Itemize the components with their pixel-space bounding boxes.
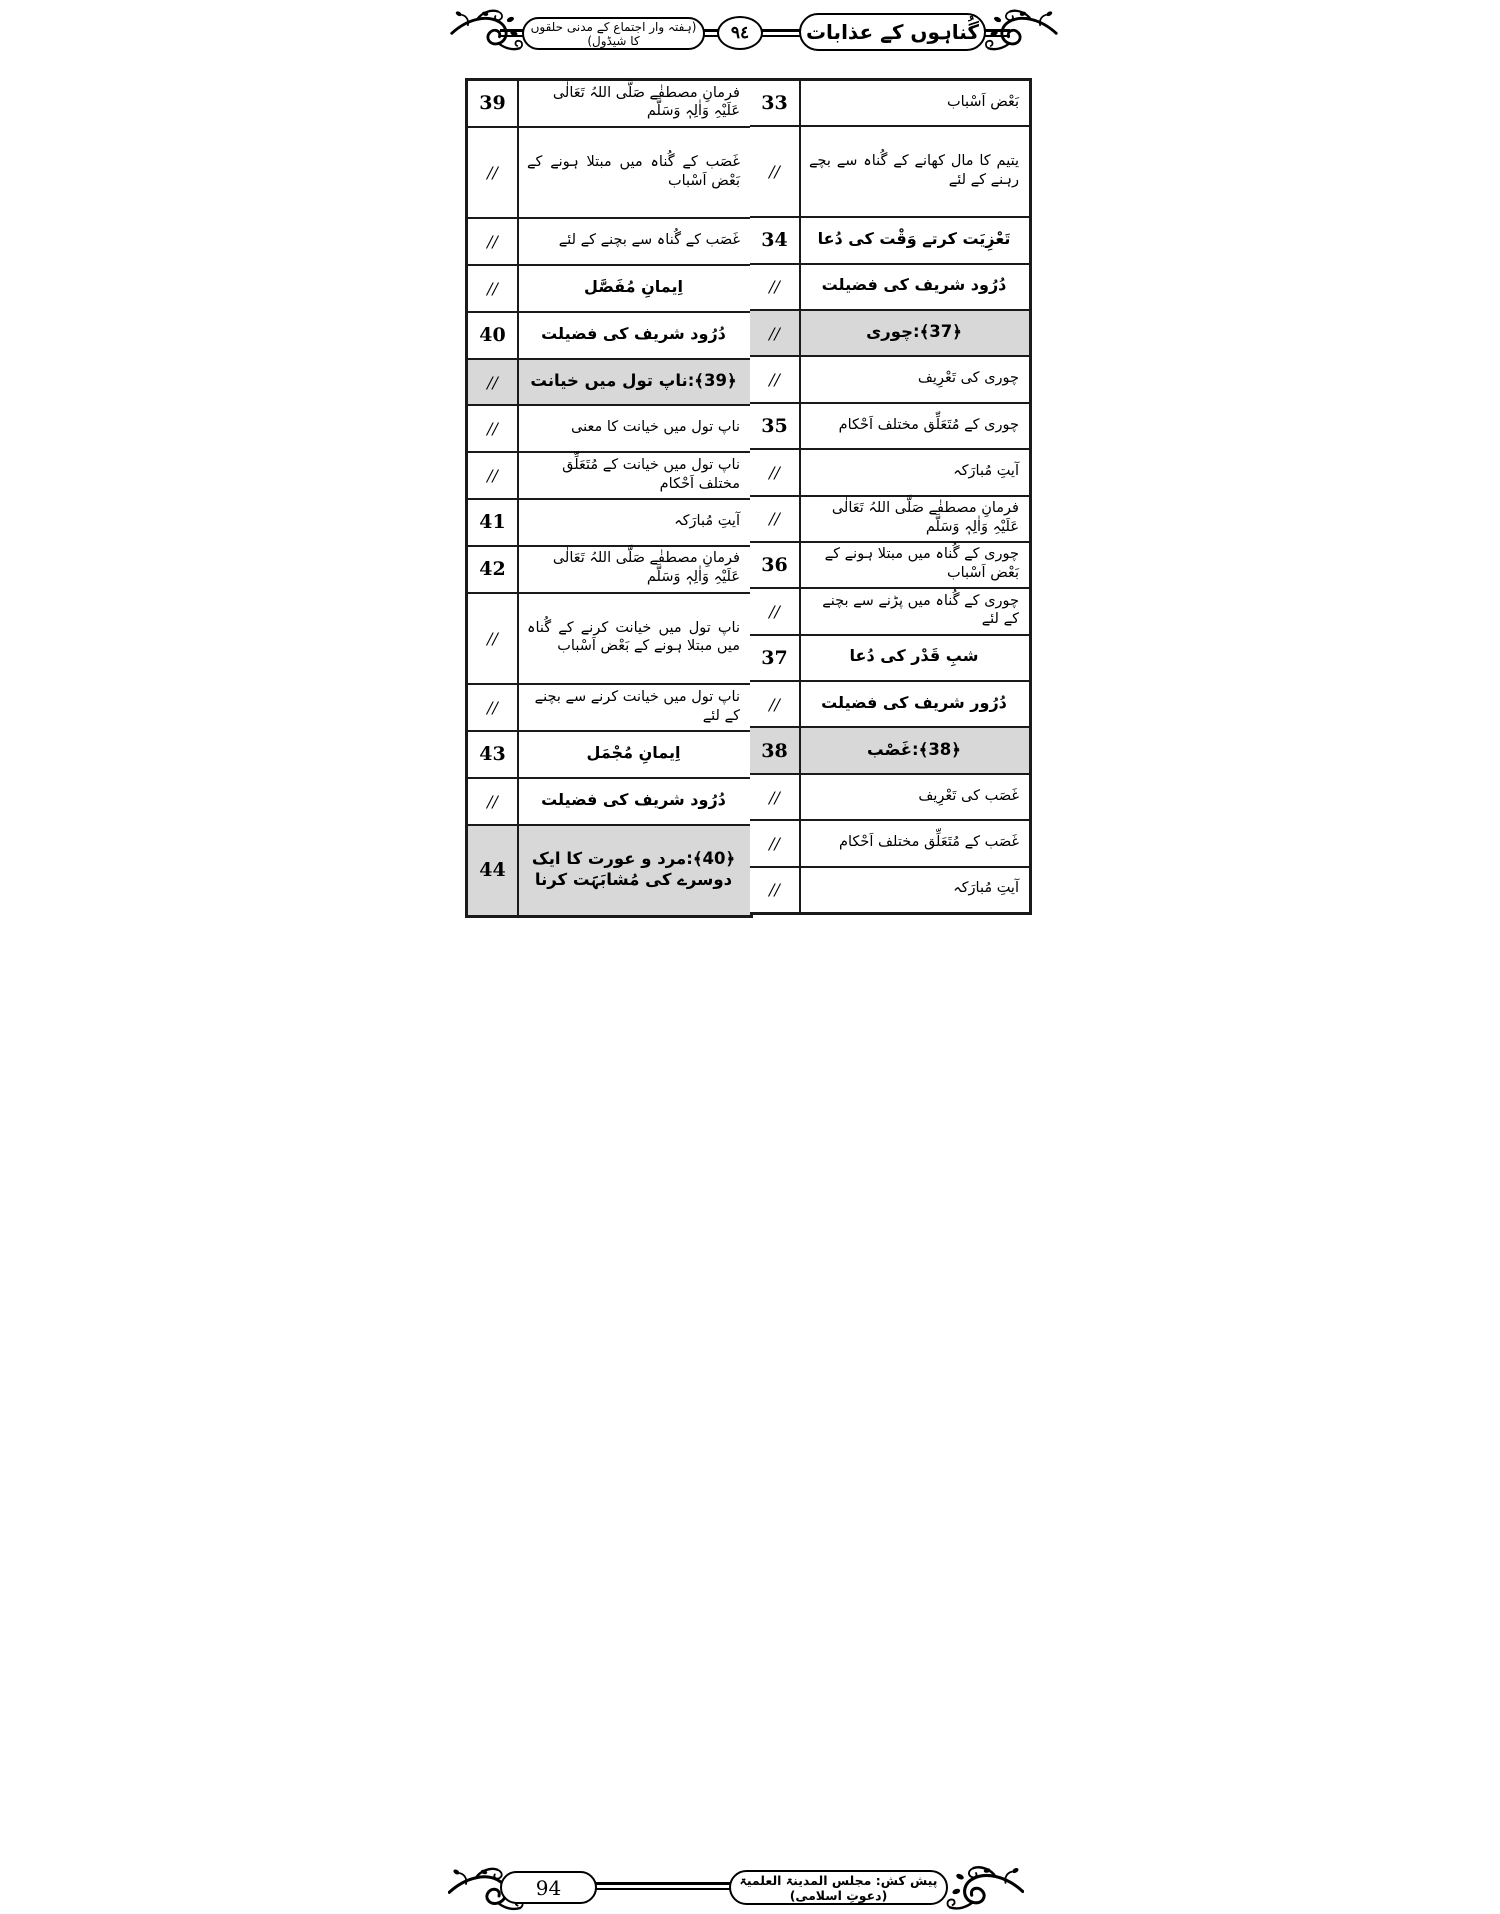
topic-cell: [519, 406, 750, 451]
topic-text: ﴿38﴾:غَصْب: [867, 739, 961, 759]
topic-text: تَعْزِیَت کرتے وَقْت کی دُعا: [817, 228, 1011, 248]
topic-text: یتیم کا مال کھانے کے گُناہ سے بچے رہنے کے لئے: [809, 152, 1019, 188]
toc-row: [750, 218, 1029, 264]
toc-row: [750, 357, 1029, 403]
topic-cell: [519, 826, 750, 916]
book-title-text: گُناہوں کے عذابات: [805, 20, 980, 44]
floral-flourish-icon: [982, 8, 1058, 54]
toc-row: [468, 547, 750, 594]
toc-row: [750, 589, 1029, 635]
topic-text: چوری کے مُتَعَلِّق مختلف اَحْکام: [838, 416, 1019, 433]
toc-row: [750, 497, 1029, 543]
topic-text: دُرُود شریف کی فضیلت: [541, 323, 726, 343]
floral-flourish-icon: [944, 1864, 1024, 1914]
footer-publisher-text: پیش کش: مجلس المدینۃ العلمیۃ (دعوتِ اسلامی): [739, 1872, 938, 1903]
topic-cell: [801, 450, 1029, 494]
schedule-note-text: (ہفتہ وار اجتماع کے مدنی حلقوں کا شیڈول): [530, 19, 697, 48]
page-number-cell: //: [468, 219, 519, 264]
page-number-cell: 43: [468, 732, 519, 777]
topic-cell: [519, 81, 750, 126]
book-title: [799, 13, 986, 51]
topic-text: چوری کے گُناہ میں پڑنے سے بچنے کے لئے: [822, 592, 1019, 628]
page-number-cell: 40: [468, 313, 519, 358]
page-number-cell: 41: [468, 500, 519, 545]
page-header: [0, 0, 1500, 62]
topic-cell: [519, 128, 750, 218]
topic-cell: [801, 404, 1029, 448]
topic-text: آیتِ مُبارَکہ: [953, 880, 1019, 897]
toc-row: [750, 636, 1029, 682]
toc-row: [468, 406, 750, 453]
toc-row: [750, 543, 1029, 589]
page-number-cell: 38: [750, 728, 801, 772]
topic-cell: [801, 682, 1029, 726]
toc-row: [750, 682, 1029, 728]
topic-cell: [801, 868, 1029, 912]
topic-text: فرمانِ مصطفٰے صَلَّی اللہُ تَعَالٰی عَلَیْہِ وَاٰلِہٖ وَسَلَّم: [831, 499, 1019, 535]
toc-row: [750, 728, 1029, 774]
topic-cell: [519, 594, 750, 684]
page-number-cell: //: [750, 775, 801, 819]
toc-row: [750, 311, 1029, 357]
page-number-cell: //: [750, 821, 801, 865]
page-number-cell: 35: [750, 404, 801, 448]
topic-cell: [519, 779, 750, 824]
page-number-cell: //: [468, 594, 519, 684]
page-number-cell: //: [750, 450, 801, 494]
topic-cell: [519, 500, 750, 545]
toc-row: [468, 453, 750, 500]
toc-row: [750, 868, 1029, 912]
topic-cell: [801, 543, 1029, 587]
page-number-cell: //: [468, 685, 519, 730]
header-page-number-text: ٩٤: [730, 23, 750, 43]
topic-cell: [519, 732, 750, 777]
toc-row: [468, 313, 750, 360]
topic-text: ناپ تول میں خیانت کرنے سے بچنے کے لئے: [534, 688, 740, 724]
toc-row: [468, 219, 750, 266]
topic-cell: [519, 360, 750, 405]
page-number-cell: //: [750, 497, 801, 541]
topic-cell: [801, 497, 1029, 541]
topic-cell: [519, 547, 750, 592]
topic-cell: [801, 127, 1029, 216]
toc-row: [468, 685, 750, 732]
toc-row: [750, 81, 1029, 127]
toc-row: [468, 266, 750, 313]
header-page-number: [717, 16, 763, 50]
toc-row: [468, 360, 750, 407]
topic-text: آیتِ مُبارَکہ: [674, 513, 740, 529]
topic-text: آیتِ مُبارَکہ: [953, 462, 1019, 479]
topic-text: فرمانِ مصطفٰے صَلَّی اللہُ تَعَالٰی عَلَیْہِ وَاٰلِہٖ وَسَلَّم: [552, 550, 740, 586]
topic-cell: [801, 775, 1029, 819]
page-number-cell: //: [750, 868, 801, 912]
toc-row: [468, 732, 750, 779]
topic-cell: [801, 357, 1029, 401]
topic-text: فرمانِ مصطفٰے صَلَّی اللہُ تَعَالٰی عَلَیْہِ وَاٰلِہٖ وَسَلَّم: [552, 84, 740, 120]
page-number-cell: //: [750, 265, 801, 309]
toc-row: [750, 404, 1029, 450]
toc-row: [468, 826, 750, 916]
topic-cell: [519, 219, 750, 264]
topic-text: چوری کی تَعْرِیف: [917, 370, 1019, 387]
page-number-cell: 39: [468, 81, 519, 126]
topic-cell: [801, 636, 1029, 680]
page-number-cell: 37: [750, 636, 801, 680]
toc-table-left: [465, 78, 753, 918]
topic-text: چوری کے گُناہ میں مبتلا ہونے کے بَعْض اَسْباب: [824, 546, 1019, 582]
topic-text: غَصَب کے مُتَعَلِّق مختلف اَحْکام: [839, 834, 1019, 851]
topic-text: دُرُور شریف کی فضیلت: [821, 692, 1007, 712]
topic-cell: [801, 311, 1029, 355]
topic-text: ﴿39﴾:ناپ تول میں خیانت: [530, 371, 737, 391]
toc-table-right: [750, 78, 1032, 915]
topic-text: دُرُود شریف کی فضیلت: [821, 275, 1007, 295]
topic-cell: [801, 728, 1029, 772]
page-number-cell: //: [750, 127, 801, 216]
page-number-cell: 34: [750, 218, 801, 262]
topic-cell: [801, 265, 1029, 309]
topic-text: ناپ تول میں خیانت کا معنی: [571, 419, 740, 436]
page-number-cell: 42: [468, 547, 519, 592]
topic-text: ناپ تول میں خیانت کے مُتَعَلِّق مختلف اَحْکام: [562, 456, 740, 492]
topic-cell: [519, 266, 750, 311]
page-number-cell: 44: [468, 826, 519, 916]
page-number-cell: //: [468, 266, 519, 311]
page-number-cell: 36: [750, 543, 801, 587]
toc-row: [750, 127, 1029, 218]
page-number-cell: //: [468, 453, 519, 498]
header-schedule-note: [522, 17, 705, 50]
topic-text: ناپ تول میں خیانت کرنے کے گُناہ میں مبتلا ہونے کے بَعْض اَسْباب: [527, 619, 740, 655]
topic-cell: [519, 313, 750, 358]
topic-text: دُرُود شریف کی فضیلت: [541, 789, 726, 809]
topic-text: ﴿37﴾:چوری: [866, 322, 962, 342]
toc-row: [468, 81, 750, 128]
topic-cell: [519, 685, 750, 730]
toc-row: [750, 265, 1029, 311]
topic-cell: [801, 589, 1029, 633]
page-number-cell: //: [750, 589, 801, 633]
page-number-cell: //: [750, 682, 801, 726]
page-number-cell: //: [468, 779, 519, 824]
toc-row: [468, 594, 750, 686]
page-number-cell: //: [468, 406, 519, 451]
page-number-cell: //: [750, 357, 801, 401]
footer-publisher: [729, 1870, 948, 1905]
topic-cell: [801, 218, 1029, 262]
topic-cell: [801, 81, 1029, 125]
toc-row: [468, 500, 750, 547]
page-number-cell: //: [468, 360, 519, 405]
page-number-cell: 33: [750, 81, 801, 125]
floral-flourish-icon: [450, 8, 526, 54]
toc-row: [468, 779, 750, 826]
toc-row: [468, 128, 750, 220]
topic-text: غَصَب کے گُناہ سے بچنے کے لئے: [558, 232, 740, 249]
toc-row: [750, 821, 1029, 867]
topic-text: غَصَب کی تَعْرِیف: [918, 787, 1019, 804]
page-number-cell: //: [468, 128, 519, 218]
topic-text: اِیمانِ مُفَصَّل: [584, 277, 683, 297]
page-footer: [0, 930, 1500, 1903]
page-number-cell: //: [750, 311, 801, 355]
footer-page-number: [500, 1871, 597, 1904]
topic-cell: [801, 821, 1029, 865]
topic-text: اِیمانِ مُجْمَل: [586, 742, 681, 762]
topic-cell: [519, 453, 750, 498]
topic-text: غَصَب کے گُناہ میں مبتلا ہونے کے بَعْض اَسْباب: [527, 153, 740, 189]
topic-text: بَعْض اَسْباب: [946, 93, 1019, 110]
toc-row: [750, 775, 1029, 821]
toc-row: [750, 450, 1029, 496]
footer-page-number-text: 94: [535, 1875, 562, 1900]
topic-text: ﴿40﴾:مرد و عورت کا ایک دوسرے کی مُشابَہَت کرنا: [531, 848, 736, 890]
topic-text: شبِ قَدْر کی دُعا: [849, 646, 979, 666]
